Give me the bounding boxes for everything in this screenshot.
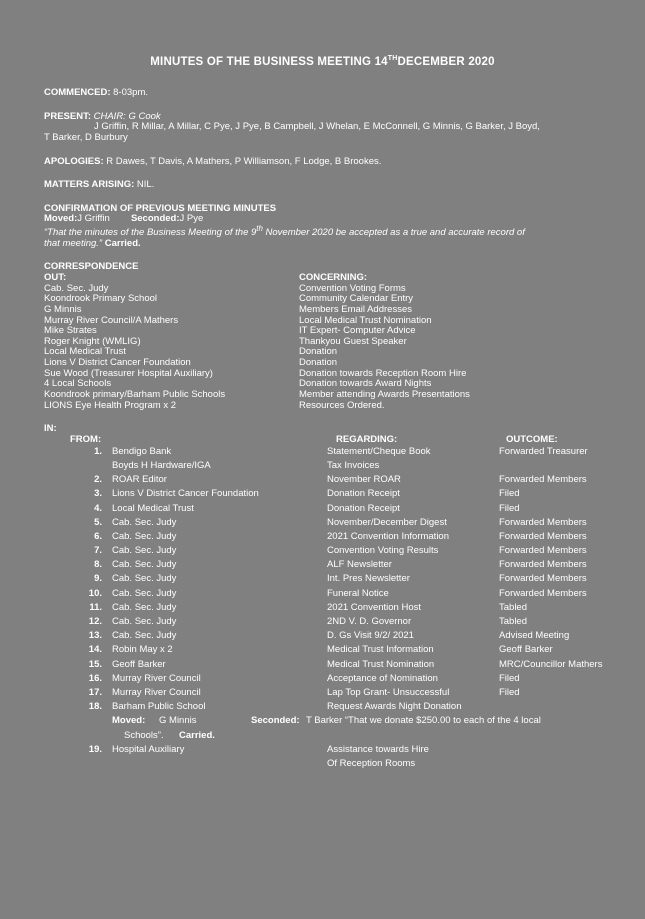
in-row-from: Hospital Auxiliary (112, 743, 185, 755)
present-names-line1: J Griffin, R Millar, A Millar, C Pye, J Pye, B Campbell, J Whelan, E McConnell, G Minnis, G Barker, J Boyd, (94, 121, 540, 133)
in-row-regarding: Medical Trust Information (327, 644, 434, 656)
out-value: Koondrook Primary School (44, 293, 157, 305)
out-value: G Minnis (44, 303, 82, 315)
in-row-number: 6. (94, 530, 102, 542)
in-row-number: 7. (94, 545, 102, 557)
confirmation-quote-line2 (44, 239, 635, 250)
in-row-number: 13. (88, 630, 102, 642)
present-names-line2: T Barker, D Burbury (44, 131, 128, 143)
in-row-from: Bendigo Bank (112, 445, 172, 457)
concerning-value: Convention Voting Forms (299, 282, 406, 294)
in-row-from: Murray River Council (112, 686, 201, 698)
out-value: Roger Knight (WMLIG) (44, 335, 141, 347)
in-row-outcome: Filed (499, 686, 520, 698)
matters-arising-label: MATTERS ARISING: (44, 179, 135, 191)
in-row-regarding: Assistance towards Hire (327, 743, 429, 755)
in-row-from: Barham Public School (112, 701, 206, 713)
in-motion-line2 (44, 731, 635, 745)
in-row-from: Cab. Sec. Judy (112, 545, 177, 557)
commenced-value: 8-03pm. (113, 87, 148, 98)
title-ordinal-suffix: TH (387, 55, 398, 62)
in-row-number: 11. (89, 601, 102, 613)
in-row-regarding-continuation (44, 759, 635, 773)
seconded-label: Seconded: (130, 213, 180, 225)
in-row-from: Cab. Sec. Judy (112, 601, 177, 613)
correspondence-in-headers (44, 435, 635, 447)
page-title (0, 55, 645, 69)
in-row-from: Lions V District Cancer Foundation (112, 488, 259, 500)
in-row (44, 574, 635, 588)
quote-line2: that meeting.” (44, 237, 103, 249)
in-row (44, 645, 635, 659)
in-row-regarding: Tax Invoices (327, 459, 380, 471)
in-row-regarding: November ROAR (327, 474, 401, 486)
in-row-number: 3. (94, 488, 102, 500)
in-motion-carried: Carried. (179, 729, 215, 741)
in-row (44, 504, 635, 518)
in-row-regarding: November/December Digest (327, 516, 447, 528)
apologies-label: APOLOGIES: (44, 155, 104, 167)
outcome-column-header: OUTCOME: (506, 433, 558, 445)
out-value: LIONS Eye Health Program x 2 (44, 399, 176, 411)
in-row-from: Cab. Sec. Judy (112, 587, 177, 599)
apologies-value: R Dawes, T Davis, A Mathers, P Williamson, F Lodge, B Brookes. (106, 155, 382, 167)
in-row-regarding: Medical Trust Nomination (327, 658, 435, 670)
in-row-outcome: Geoff Barker (499, 644, 553, 656)
present-label: PRESENT: (44, 110, 91, 122)
out-value: Koondrook primary/Barham Public Schools (44, 388, 226, 400)
in-row-outcome: Forwarded Members (499, 559, 587, 571)
in-row-number: 4. (94, 502, 102, 514)
in-row-number: 19. (88, 743, 102, 755)
concerning-value: Community Calendar Entry (299, 293, 414, 305)
out-value: Local Medical Trust (44, 346, 126, 358)
in-row-from: Local Medical Trust (112, 502, 194, 514)
in-row (44, 660, 635, 674)
in-row-from: Robin May x 2 (112, 644, 173, 656)
concerning-value: Donation towards Award Nights (299, 378, 432, 390)
correspondence-heading: CORRESPONDENCE (44, 261, 139, 273)
in-row-regarding-line2: Of Reception Rooms (327, 757, 416, 769)
in-row-regarding: Donation Receipt (327, 502, 400, 514)
in-row-outcome: Forwarded Members (499, 516, 587, 528)
out-value: 4 Local Schools (44, 378, 112, 390)
in-row-regarding: Acceptance of Nomination (327, 672, 438, 684)
in-row-outcome: Forwarded Members (499, 573, 587, 585)
in-row-outcome: Tabled (499, 601, 527, 613)
in-motion-seconded-label: Seconded: (251, 715, 300, 727)
in-row-regarding: Donation Receipt (327, 488, 400, 500)
in-row-regarding: Funeral Notice (327, 587, 389, 599)
concerning-column-header: CONCERNING: (299, 272, 368, 284)
from-column-header: FROM: (70, 433, 102, 445)
present-chair-name: G Cook (128, 110, 161, 122)
correspondence-out-row (44, 337, 635, 348)
in-row-regarding: D. Gs Visit 9/2/ 2021 (327, 630, 414, 642)
in-row-regarding: 2021 Convention Host (327, 601, 422, 613)
moved-name: J Griffin (77, 213, 110, 225)
confirmation-movers (44, 214, 635, 225)
in-row (44, 546, 635, 560)
in-motion-moved-name: G Minnis (159, 715, 197, 727)
in-row-outcome: Filed (499, 672, 520, 684)
in-row (44, 702, 635, 716)
matters-arising-value: NIL. (136, 179, 155, 191)
correspondence-out-row (44, 401, 635, 412)
in-row (44, 603, 635, 617)
in-row-from: Cab. Sec. Judy (112, 573, 177, 585)
correspondence-out-row (44, 390, 635, 401)
out-value: Lions V District Cancer Foundation (44, 357, 191, 369)
in-row-regarding: 2021 Convention Information (327, 530, 449, 542)
confirmation-carried: Carried. (104, 237, 141, 249)
in-row-number: 12. (88, 616, 102, 628)
seconded-name: J Pye (179, 213, 204, 225)
commenced-line (44, 88, 635, 99)
in-row-regarding: Statement/Cheque Book (327, 445, 431, 457)
in-row (44, 688, 635, 702)
in-row (44, 589, 635, 603)
quote-ordinal-suffix: th (256, 224, 263, 233)
concerning-value: Donation (299, 357, 338, 369)
correspondence-in-label: IN: (44, 423, 57, 435)
commenced-label: COMMENCED: (44, 87, 111, 98)
in-row-from: Geoff Barker (112, 658, 166, 670)
concerning-value: Donation towards Reception Room Hire (299, 367, 467, 379)
out-column-header: OUT: (44, 272, 67, 284)
in-row-outcome: Filed (499, 488, 520, 500)
in-row (44, 745, 635, 759)
concerning-value: Member attending Awards Presentations (299, 388, 470, 400)
title-prefix: MINUTES OF THE BUSINESS MEETING (150, 55, 372, 68)
concerning-value: Local Medical Trust Nomination (299, 314, 432, 326)
concerning-value: Donation (299, 346, 338, 358)
in-row-number: 2. (94, 474, 102, 486)
regarding-column-header: REGARDING: (336, 433, 398, 445)
in-row (44, 475, 635, 489)
document-body (44, 88, 635, 773)
in-motion-moved-label: Moved: (112, 715, 146, 727)
in-row-from: Cab. Sec. Judy (112, 516, 177, 528)
in-row-regarding: Int. Pres Newsletter (327, 573, 410, 585)
in-row-number: 18. (88, 701, 102, 713)
in-row (44, 461, 635, 475)
in-row-from: Cab. Sec. Judy (112, 630, 177, 642)
in-row (44, 489, 635, 503)
spacer (44, 411, 635, 424)
in-row-outcome: MRC/Councillor Mathers (499, 658, 603, 670)
correspondence-out-row (44, 305, 635, 316)
in-row-regarding: Lap Top Grant- Unsuccessful (327, 686, 450, 698)
in-motion-schools: Schools”. (124, 729, 164, 741)
in-row-from: Cab. Sec. Judy (112, 559, 177, 571)
in-row-regarding: 2ND V. D. Governor (327, 616, 412, 628)
in-row-regarding: Request Awards Night Donation (327, 701, 462, 713)
concerning-value: Members Email Addresses (299, 303, 412, 315)
in-row (44, 631, 635, 645)
concerning-value: IT Expert- Computer Advice (299, 325, 416, 337)
title-day: 14 (374, 55, 388, 68)
in-row-from: Cab. Sec. Judy (112, 616, 177, 628)
spacer (44, 191, 635, 204)
moved-label: Moved: (44, 213, 78, 225)
concerning-value: Thankyou Guest Speaker (299, 335, 407, 347)
in-row-number: 9. (94, 573, 102, 585)
in-row-from: Murray River Council (112, 672, 201, 684)
in-row-from: Cab. Sec. Judy (112, 530, 177, 542)
in-motion-text: T Barker “That we donate $250.00 to each of the 4 local (306, 715, 541, 727)
in-row-from: ROAR Editor (112, 474, 167, 486)
in-row (44, 674, 635, 688)
in-row (44, 617, 635, 631)
in-row (44, 518, 635, 532)
in-row-outcome: Forwarded Members (499, 587, 587, 599)
apologies-line (44, 157, 635, 168)
in-row-number: 1. (94, 445, 102, 457)
in-motion-line1 (44, 716, 635, 730)
out-value: Cab. Sec. Judy (44, 282, 109, 294)
in-row-outcome: Forwarded Members (499, 530, 587, 542)
confirmation-quote-line1 (44, 225, 635, 239)
out-value: Mike Strates (44, 325, 97, 337)
in-row-outcome: Tabled (499, 616, 527, 628)
in-row-number: 10. (88, 587, 102, 599)
in-row-outcome: Forwarded Members (499, 474, 587, 486)
in-row (44, 560, 635, 574)
in-row-from: Boyds H Hardware/IGA (112, 459, 211, 471)
in-row-outcome: Filed (499, 502, 520, 514)
in-row-outcome: Forwarded Treasurer (499, 445, 588, 457)
in-row-number: 8. (94, 559, 102, 571)
quote-part1: “That the minutes of the Business Meeting of the 9 (44, 227, 257, 239)
in-row-number: 17. (88, 686, 102, 698)
correspondence-in-list (44, 447, 635, 773)
present-chair-label: CHAIR: (93, 110, 126, 122)
in-row-number: 15. (88, 658, 102, 670)
confirmation-heading: CONFIRMATION OF PREVIOUS MEETING MINUTES (44, 202, 277, 214)
in-row (44, 532, 635, 546)
concerning-value: Resources Ordered. (299, 399, 385, 411)
correspondence-out-list (44, 284, 635, 412)
matters-arising-line (44, 180, 635, 191)
in-row-number: 16. (88, 672, 102, 684)
in-row-outcome: Forwarded Members (499, 545, 587, 557)
out-value: Murray River Council/A Mathers (44, 314, 179, 326)
out-value: Sue Wood (Treasurer Hospital Auxiliary) (44, 367, 213, 379)
in-row-number: 5. (94, 516, 102, 528)
in-row-number: 14. (88, 644, 102, 656)
in-row-regarding: Convention Voting Results (327, 545, 439, 557)
in-row-outcome: Advised Meeting (499, 630, 570, 642)
quote-part2: November 2020 be accepted as a true and accurate record of (262, 227, 525, 239)
title-rest: DECEMBER 2020 (397, 55, 495, 68)
in-row (44, 447, 635, 461)
in-row-regarding: ALF Newsletter (327, 559, 392, 571)
